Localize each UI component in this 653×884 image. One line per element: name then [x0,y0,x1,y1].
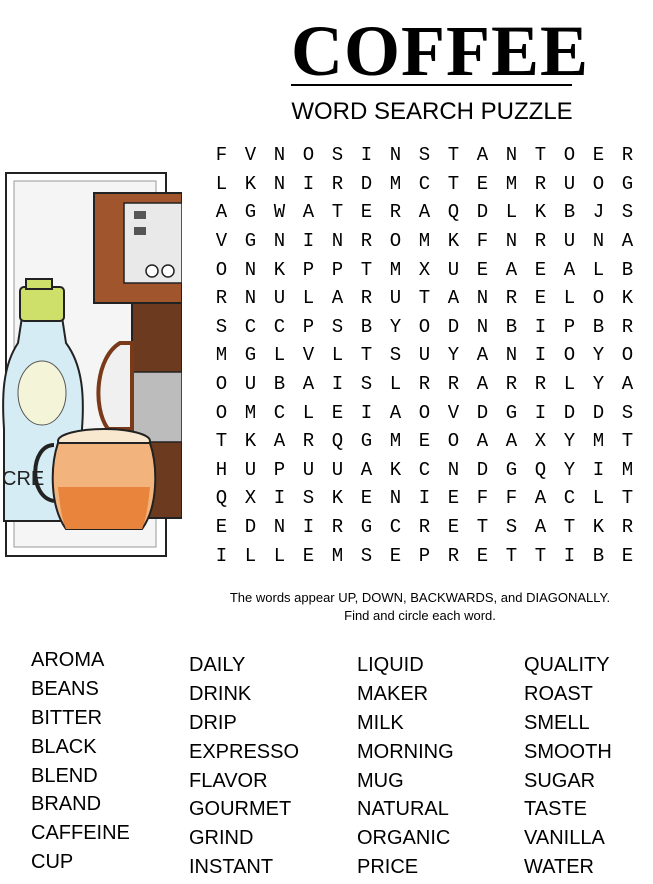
grid-letter: A [302,201,315,224]
word-list-item: MAKER [357,682,429,705]
grid-letter: D [563,401,576,424]
grid-letter: N [273,172,286,195]
coffee-maker-illustration [0,167,182,562]
grid-letter: R [534,172,547,195]
grid-letter: L [273,344,286,367]
instructions-line-1: The words appear UP, DOWN, BACKWARDS, and DIAGONALLY. [229,590,611,605]
grid-letter: E [592,144,605,167]
grid-letter: I [418,487,431,510]
grid-letter: E [418,430,431,453]
puzzle-title: COFFEE [291,11,590,91]
grid-letter: Y [389,315,402,338]
grid-letter: D [476,458,489,481]
grid-letter: N [476,287,489,310]
grid-letter: K [331,487,344,510]
grid-letter: F [476,487,489,510]
word-list-item: FLAVOR [189,769,268,792]
grid-letter: O [621,344,634,367]
grid-letter: O [215,401,228,424]
grid-letter: T [215,430,228,453]
grid-letter: L [215,172,228,195]
grid-letter: B [360,315,373,338]
grid-letter: S [360,544,373,567]
grid-letter: N [389,144,402,167]
grid-letter: B [563,201,576,224]
word-list-item: DRINK [189,682,252,705]
grid-letter: O [447,430,460,453]
grid-letter: A [534,516,547,539]
grid-letter: E [534,287,547,310]
grid-letter: M [215,344,228,367]
word-list-item: SMELL [524,711,590,734]
word-list-item: BRAND [31,793,102,816]
grid-letter: Y [447,344,460,367]
grid-letter: S [621,201,634,224]
grid-letter: C [273,315,286,338]
grid-letter: T [621,487,634,510]
grid-letter: L [505,201,518,224]
grid-letter: E [215,516,228,539]
grid-letter: I [302,516,315,539]
grid-letter: M [389,258,402,281]
grid-letter: R [534,230,547,253]
grid-letter: I [534,344,547,367]
word-list-item: MUG [357,769,404,792]
grid-letter: R [534,373,547,396]
grid-letter: A [534,487,547,510]
grid-letter: A [563,258,576,281]
word-list-item: MORNING [357,740,454,763]
grid-letter: M [389,430,402,453]
grid-letter: V [215,230,228,253]
grid-letter: T [534,144,547,167]
grid-letter: A [505,430,518,453]
letter-grid [207,141,642,570]
grid-letter: I [563,544,576,567]
word-list-item: GRIND [189,827,254,850]
grid-letter: F [505,487,518,510]
grid-letter: T [447,172,460,195]
grid-letter: I [534,315,547,338]
grid-letter: R [418,373,431,396]
word-list-item: INSTANT [189,856,274,879]
grid-letter: G [244,344,257,367]
word-list-item: LIQUID [357,654,424,676]
grid-letter: I [302,230,315,253]
grid-letter: A [360,458,373,481]
grid-letter: Y [563,458,576,481]
grid-letter: Q [215,487,228,510]
grid-letter: K [389,458,402,481]
grid-letter: L [389,373,402,396]
grid-letter: K [447,230,460,253]
grid-letter: E [389,544,402,567]
grid-letter: L [592,258,605,281]
grid-letter: X [534,430,547,453]
word-list-item: BLACK [31,735,97,758]
title-underline [291,84,572,86]
grid-letter: D [447,315,460,338]
grid-letter: Y [563,430,576,453]
grid-letter: K [273,258,286,281]
grid-letter: R [505,287,518,310]
grid-letter: H [215,458,228,481]
grid-letter: K [621,287,634,310]
grid-letter: G [244,201,257,224]
grid-letter: F [215,144,228,167]
grid-letter: T [360,344,373,367]
grid-letter: R [621,516,634,539]
grid-letter: E [476,172,489,195]
grid-letter: G [360,516,373,539]
grid-letter: N [447,458,460,481]
grid-letter: N [273,230,286,253]
grid-letter: M [418,230,431,253]
grid-letter: E [302,544,315,567]
grid-letter: R [418,516,431,539]
grid-letter: A [621,230,634,253]
grid-letter: D [244,516,257,539]
grid-letter: A [302,373,315,396]
grid-letter: I [215,544,228,567]
grid-letter: T [360,258,373,281]
grid-letter: T [505,544,518,567]
word-list-item: NATURAL [357,798,449,821]
grid-letter: C [418,458,431,481]
grid-letter: S [215,315,228,338]
grid-letter: N [244,287,257,310]
grid-letter: R [389,201,402,224]
word-list-column-3 [357,651,454,882]
grid-letter: R [447,373,460,396]
grid-letter: D [592,401,605,424]
grid-letter: R [331,516,344,539]
word-list-item: CUP [31,851,74,874]
grid-letter: C [563,487,576,510]
grid-letter: S [505,516,518,539]
word-list-item: ORGANIC [357,827,451,850]
grid-letter: K [244,172,257,195]
grid-letter: B [592,315,605,338]
grid-letter: S [389,344,402,367]
grid-letter: R [505,373,518,396]
grid-letter: R [360,287,373,310]
grid-letter: K [592,516,605,539]
grid-letter: A [273,430,286,453]
grid-letter: U [563,230,576,253]
grid-letter: B [621,258,634,281]
grid-letter: A [447,287,460,310]
grid-letter: R [215,287,228,310]
grid-letter: R [302,430,315,453]
grid-letter: T [563,516,576,539]
grid-letter: A [215,201,228,224]
word-list-item: VANILLA [524,827,605,850]
grid-letter: U [447,258,460,281]
grid-letter: B [592,544,605,567]
grid-letter: L [302,401,315,424]
grid-letter: L [302,287,315,310]
grid-letter: I [592,458,605,481]
word-list-item: DRIP [189,711,237,734]
grid-letter: U [563,172,576,195]
grid-letter: O [418,315,431,338]
grid-letter: U [418,344,431,367]
grid-letter: S [418,144,431,167]
word-list-item: BITTER [31,706,103,729]
grid-letter: M [331,544,344,567]
grid-letter: P [563,315,576,338]
grid-letter: A [418,201,431,224]
grid-letter: F [476,230,489,253]
grid-letter: E [476,544,489,567]
word-list-item: SMOOTH [524,740,612,763]
grid-letter: U [302,458,315,481]
word-list-item: CAFFEINE [31,822,130,845]
grid-letter: W [273,201,286,224]
grid-letter: P [331,258,344,281]
grid-letter: V [447,401,460,424]
grid-letter: N [273,516,286,539]
grid-letter: S [331,144,344,167]
grid-letter: K [244,430,257,453]
grid-letter: J [592,201,605,224]
creamer-label: CRE [2,468,45,490]
grid-letter: U [389,287,402,310]
grid-letter: N [592,230,605,253]
word-list-item: BLEND [31,764,98,787]
grid-letter: R [331,172,344,195]
grid-letter: N [476,315,489,338]
grid-letter: U [331,458,344,481]
grid-letter: E [447,516,460,539]
grid-letter: K [534,201,547,224]
grid-letter: L [244,544,257,567]
grid-letter: M [244,401,257,424]
grid-letter: T [331,201,344,224]
grid-letter: B [273,373,286,396]
grid-letter: C [418,172,431,195]
grid-letter: T [621,430,634,453]
grid-letter: D [476,401,489,424]
grid-letter: T [447,144,460,167]
grid-letter: D [476,201,489,224]
word-list-column-1 [31,646,130,877]
grid-letter: A [476,430,489,453]
grid-letter: O [592,172,605,195]
grid-letter: N [505,230,518,253]
grid-letter: G [244,230,257,253]
grid-letter: M [592,430,605,453]
puzzle-subtitle: WORD SEARCH PUZZLE [291,98,573,125]
grid-letter: P [273,458,286,481]
grid-letter: I [360,144,373,167]
grid-letter: E [360,487,373,510]
grid-letter: N [505,144,518,167]
word-list-item: ROAST [524,682,593,705]
grid-letter: E [360,201,373,224]
grid-letter: I [331,373,344,396]
grid-letter: E [331,401,344,424]
grid-letter: R [360,230,373,253]
grid-letter: I [360,401,373,424]
grid-letter: S [302,487,315,510]
grid-letter: R [621,315,634,338]
grid-letter: N [505,344,518,367]
word-list-item: EXPRESSO [189,740,300,763]
grid-letter: I [273,487,286,510]
word-list-item: BEANS [31,677,99,700]
grid-letter: I [302,172,315,195]
grid-letter: B [505,315,518,338]
grid-letter: A [476,344,489,367]
grid-letter: R [447,544,460,567]
grid-letter: E [447,487,460,510]
grid-letter: O [302,144,315,167]
grid-letter: N [244,258,257,281]
grid-letter: S [331,315,344,338]
grid-letter: G [505,401,518,424]
grid-letter: O [563,144,576,167]
grid-letter: A [476,373,489,396]
word-list-item: QUALITY [524,654,610,676]
grid-letter: Q [447,201,460,224]
grid-letter: X [418,258,431,281]
grid-letter: I [534,401,547,424]
grid-letter: A [505,258,518,281]
grid-letter: Y [592,373,605,396]
word-list-item: AROMA [31,649,105,671]
grid-letter: N [389,487,402,510]
grid-letter: O [215,373,228,396]
instructions-line-2: Find and circle each word. [344,608,496,623]
grid-letter: A [476,144,489,167]
grid-letter: U [244,458,257,481]
grid-letter: M [389,172,402,195]
word-list-item: MILK [357,711,404,734]
grid-letter: N [331,230,344,253]
grid-letter: C [389,516,402,539]
grid-letter: D [360,172,373,195]
grid-letter: T [418,287,431,310]
grid-letter: U [244,373,257,396]
grid-letter: O [592,287,605,310]
grid-letter: Q [534,458,547,481]
grid-letter: G [360,430,373,453]
grid-letter: L [592,487,605,510]
grid-letter: C [244,315,257,338]
grid-letter: L [331,344,344,367]
grid-letter: T [534,544,547,567]
grid-letter: S [360,373,373,396]
grid-letter: V [244,144,257,167]
grid-letter: X [244,487,257,510]
grid-letter: Y [592,344,605,367]
grid-letter: E [534,258,547,281]
grid-letter: A [389,401,402,424]
word-list-column-4 [524,651,612,882]
grid-letter: E [621,544,634,567]
grid-letter: L [563,287,576,310]
grid-letter: R [621,144,634,167]
grid-letter: A [331,287,344,310]
word-list-column-2 [189,651,299,882]
grid-letter: L [273,544,286,567]
grid-letter: S [621,401,634,424]
grid-letter: M [621,458,634,481]
grid-letter: O [389,230,402,253]
grid-letter: O [215,258,228,281]
grid-letter: A [621,373,634,396]
grid-letter: M [505,172,518,195]
instructions [200,589,640,625]
creamer-cap [20,287,64,321]
grid-letter: O [418,401,431,424]
grid-letter: P [302,315,315,338]
word-list-item: GOURMET [189,798,292,821]
grid-letter: E [476,258,489,281]
grid-letter: G [621,172,634,195]
grid-letter: L [563,373,576,396]
grid-letter: P [418,544,431,567]
word-list-item: WATER [524,856,594,879]
grid-letter: T [476,516,489,539]
grid-letter: N [273,144,286,167]
word-list-item: TASTE [524,798,587,821]
word-list-item: SUGAR [524,769,596,792]
grid-letter: P [302,258,315,281]
grid-letter: G [505,458,518,481]
grid-letter: V [302,344,315,367]
grid-letter: U [273,287,286,310]
grid-letter: C [273,401,286,424]
word-list-item: DAILY [189,654,246,676]
grid-letter: O [563,344,576,367]
word-list-item: PRICE [357,856,419,879]
grid-letter: Q [331,430,344,453]
